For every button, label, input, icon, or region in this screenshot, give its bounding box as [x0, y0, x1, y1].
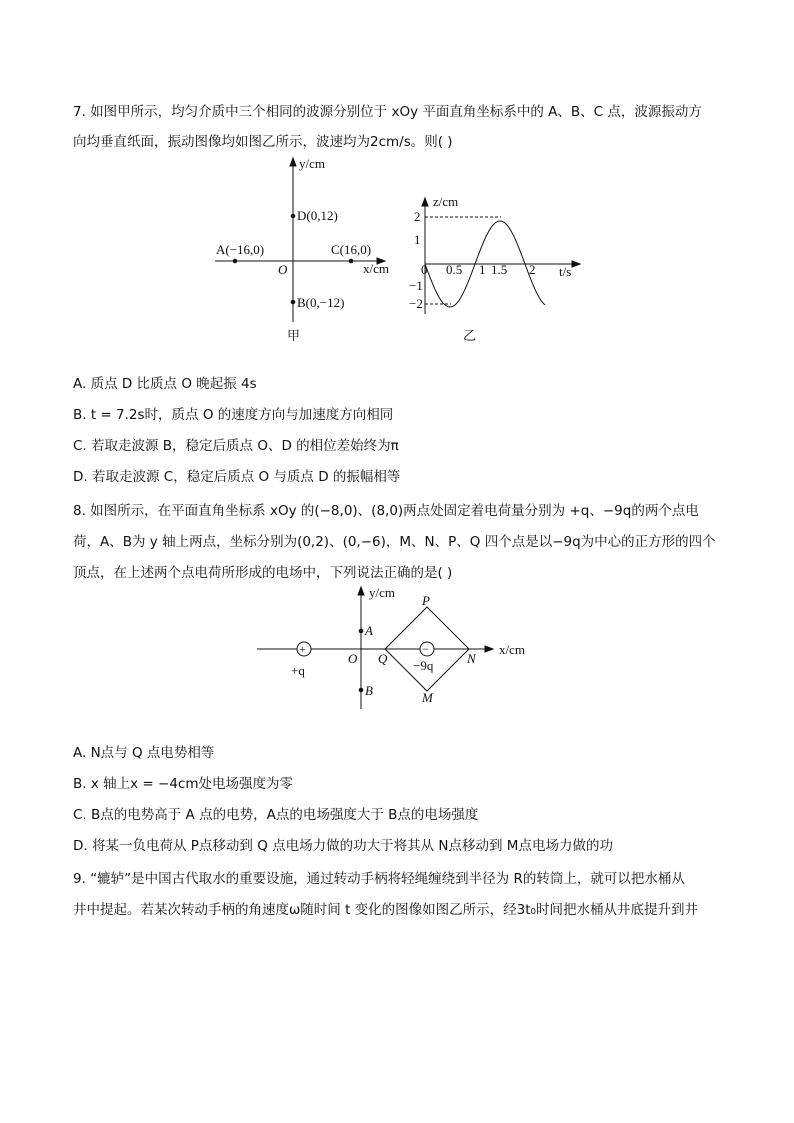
- yi-z-arrow: [422, 198, 428, 206]
- label-d: D(0,12): [297, 208, 338, 223]
- q7-option-b: B. t = 7.2s时，质点 O 的速度方向与加速度方向相同: [73, 407, 394, 423]
- q7-figure-yi: [405, 186, 590, 346]
- q7-figure-jia: [205, 152, 405, 347]
- label-n: N: [467, 651, 476, 666]
- q8-option-a: A. N点与 Q 点电势相等: [73, 745, 215, 761]
- yi-t-arrow: [572, 261, 580, 267]
- point-b: [291, 300, 295, 304]
- label-b: B(0,−12): [297, 295, 345, 310]
- q8-origin-label: O: [348, 651, 358, 666]
- yi-tick-z-1: 1: [414, 232, 421, 247]
- yi-tick-t-2: 2: [529, 262, 536, 277]
- q8-figure: [255, 583, 555, 713]
- label-b: B: [365, 683, 373, 698]
- label-plus-q: +q: [291, 663, 305, 678]
- caption-yi: 乙: [463, 329, 477, 344]
- point-a-dot: [359, 629, 363, 633]
- q7-option-d: D. 若取走波源 C，稳定后质点 O 与质点 D 的振幅相等: [73, 469, 401, 485]
- yi-tick-t-0-5: 0.5: [446, 262, 463, 277]
- label-a: A(−16,0): [216, 242, 265, 257]
- label-q: Q: [378, 651, 388, 666]
- label-c: C(16,0): [331, 242, 372, 257]
- plus-sign: +: [299, 642, 306, 656]
- jia-origin-label: O: [278, 262, 288, 277]
- minus-sign: −: [422, 642, 429, 656]
- label-minus-9q: −9q: [413, 658, 434, 673]
- yi-tick-t-1-5: 1.5: [491, 262, 508, 277]
- yi-z-axis-label: z/cm: [433, 194, 459, 209]
- yi-tick-z-neg2: −2: [409, 296, 423, 311]
- point-b-dot: [359, 688, 363, 692]
- yi-tick-z-neg1: −1: [409, 278, 423, 293]
- yi-t-axis-label: t/s: [559, 264, 572, 279]
- yi-tick-t-1: 1: [479, 262, 486, 277]
- jia-x-axis-label: x/cm: [363, 261, 389, 276]
- q8-y-axis-label: y/cm: [369, 585, 395, 600]
- point-d: [291, 214, 295, 218]
- q8-option-d: D. 将某一负电荷从 P点移动到 Q 点电场力做的功大于将其从 N点移动到 M点电场力做的功: [73, 838, 613, 854]
- q8-x-arrow: [485, 646, 493, 652]
- point-c: [349, 259, 353, 263]
- q7-option-c: C. 若取走波源 B，稳定后质点 O、D 的相位差始终为π: [73, 438, 399, 454]
- q7-stem-line-2: 向均垂直纸面，振动图像均如图乙所示，波速均为2cm/s。则( ): [73, 134, 453, 150]
- label-p: P: [422, 593, 430, 608]
- q8-stem-line-3: 顶点，在上述两个点电荷所形成的电场中，下列说法正确的是( ): [73, 565, 453, 581]
- caption-jia: 甲: [287, 329, 301, 344]
- jia-y-arrow: [290, 158, 296, 166]
- q7-stem-line-1: 7. 如图甲所示，均匀介质中三个相同的波源分别位于 xOy 平面直角坐标系中的 A、B、C 点，波源振动方: [73, 104, 702, 120]
- q8-stem-line-2: 荷，A、B为 y 轴上两点，坐标分别为(0,2)、(0,−6)，M、N、P、Q 四个点是以−9q为中心的正方形的四个: [73, 534, 716, 550]
- yi-tick-z-2: 2: [414, 209, 421, 224]
- q8-option-b: B. x 轴上x = −4cm处电场强度为零: [73, 776, 293, 792]
- q8-option-c: C. B点的电势高于 A 点的电势，A点的电场强度大于 B点的电场强度: [73, 807, 479, 823]
- q8-y-arrow: [358, 587, 364, 595]
- label-m: M: [422, 690, 433, 705]
- q9-stem-line-1: 9. “辘轳”是中国古代取水的重要设施，通过转动手柄将轻绳缠绕到半径为 R的转筒上，就可以把水桶从: [73, 871, 685, 887]
- q8-stem-line-1: 8. 如图所示，在平面直角坐标系 xOy 的(−8,0)、(8,0)两点处固定着电荷量分别为 +q、−9q的两个点电: [73, 503, 699, 519]
- q8-x-axis-label: x/cm: [499, 642, 525, 657]
- yi-tick-t-0: 0: [421, 262, 428, 277]
- point-a: [233, 259, 237, 263]
- q9-stem-line-2: 井中提起。若某次转动手柄的角速度ω随时间 t 变化的图像如图乙所示，经3t₀时间把水桶从井底提升到井: [73, 902, 698, 918]
- jia-y-axis-label: y/cm: [299, 156, 325, 171]
- q7-option-a: A. 质点 D 比质点 O 晚起振 4s: [73, 376, 257, 392]
- label-a: A: [365, 623, 373, 638]
